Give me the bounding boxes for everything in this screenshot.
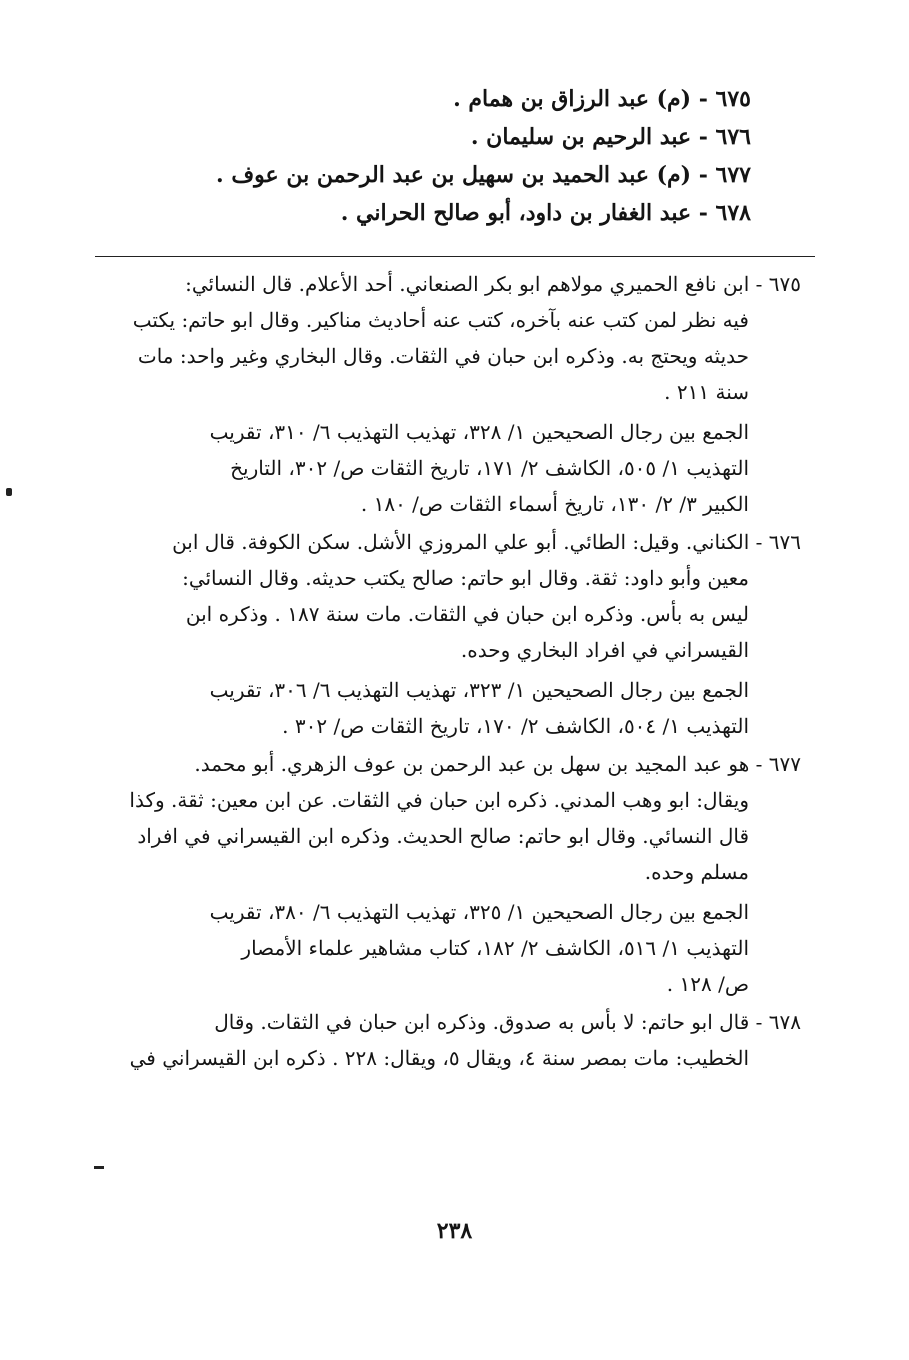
footnote-676 (101, 524, 801, 744)
footnote-line: مسلم وحده. (644, 860, 749, 884)
reference-line: الجمع بين رجال الصحيحين ١/ ٣٢٣، تهذيب التهذيب ٦/ ٣٠٦، تقريب (209, 678, 749, 702)
margin-mark (6, 488, 12, 496)
footnote-divider (95, 256, 815, 257)
page-number: ٢٣٨ (436, 1218, 473, 1244)
footnote-references (101, 894, 801, 1002)
footnote-line: ٦٧٧ - هو عبد المجيد بن سهل بن عبد الرحمن بن عوف الزهري. أبو محمد. (194, 752, 801, 776)
entry-title-677: ٦٧٧ - (م) عبد الحميد بن سهيل بن عبد الرحمن بن عوف . (216, 162, 751, 188)
reference-line: الجمع بين رجال الصحيحين ١/ ٣٢٥، تهذيب التهذيب ٦/ ٣٨٠، تقريب (209, 900, 749, 924)
footnote-line: القيسراني في افراد البخاري وحده. (460, 638, 749, 662)
reference-line: التهذيب ١/ ٥٠٥، الكاشف ٢/ ١٧١، تاريخ الثقات ص/ ٣٠٢، التاريخ (230, 456, 749, 480)
footnote-references (101, 414, 801, 522)
reference-line: الكبير ٣/ ٢/ ١٣٠، تاريخ أسماء الثقات ص/ ١٨٠ . (360, 492, 749, 516)
reference-line: التهذيب ١/ ٥٠٤، الكاشف ٢/ ١٧٠، تاريخ الثقات ص/ ٣٠٢ . (282, 714, 749, 738)
entry-title-676: ٦٧٦ - عبد الرحيم بن سليمان . (470, 124, 751, 150)
footnote-675 (101, 266, 801, 522)
footnote-line: معين وأبو داود: ثقة. وقال ابو حاتم: صالح يكتب حديثه. وقال النسائي: (182, 566, 749, 590)
entry-titles (111, 80, 751, 232)
reference-line: الجمع بين رجال الصحيحين ١/ ٣٢٨، تهذيب التهذيب ٦/ ٣١٠، تقريب (209, 420, 749, 444)
continuation-mark (94, 1166, 104, 1169)
footnote-line: الخطيب: مات بمصر سنة ٤، ويقال ٥، ويقال: ٢٢٨ . ذكره ابن القيسراني في (129, 1046, 749, 1070)
reference-line: التهذيب ١/ ٥١٦، الكاشف ٢/ ١٨٢، كتاب مشاهير علماء الأمصار (241, 936, 749, 960)
footnote-line: حديثه ويحتج به. وذكره ابن حبان في الثقات. وقال البخاري وغير واحد: مات (137, 344, 749, 368)
entry-title-675: ٦٧٥ - (م) عبد الرزاق بن همام . (453, 86, 751, 112)
footnote-line: سنة ٢١١ . (664, 380, 749, 404)
footnotes (101, 266, 801, 1076)
footnote-line: ويقال: ابو وهب المدني. ذكره ابن حبان في الثقات. عن ابن معين: ثقة. وكذا (129, 788, 749, 812)
footnote-678 (101, 1004, 801, 1076)
reference-line: ص/ ١٢٨ . (666, 972, 749, 996)
footnote-line: ٦٧٦ - الكناني. وقيل: الطائي. أبو علي المروزي الأشل. سكن الكوفة. قال ابن (172, 530, 801, 554)
footnote-line: فيه نظر لمن كتب عنه بآخره، كتب عنه أحاديث مناكير. وقال ابو حاتم: يكتب (132, 308, 749, 332)
footnote-line: ٦٧٨ - قال ابو حاتم: لا بأس به صدوق. وذكره ابن حبان في الثقات. وقال (214, 1010, 801, 1034)
footnote-references (101, 672, 801, 744)
footnote-line: ٦٧٥ - ابن نافع الحميري مولاهم ابو بكر الصنعاني. أحد الأعلام. قال النسائي: (185, 272, 801, 296)
footnote-677 (101, 746, 801, 1002)
entry-title-678: ٦٧٨ - عبد الغفار بن داود، أبو صالح الحراني . (340, 200, 751, 226)
footnote-line: قال النسائي. وقال ابو حاتم: صالح الحديث. وذكره ابن القيسراني في افراد (137, 824, 749, 848)
footnote-line: ليس به بأس. وذكره ابن حبان في الثقات. مات سنة ١٨٧ . وذكره ابن (185, 602, 749, 626)
